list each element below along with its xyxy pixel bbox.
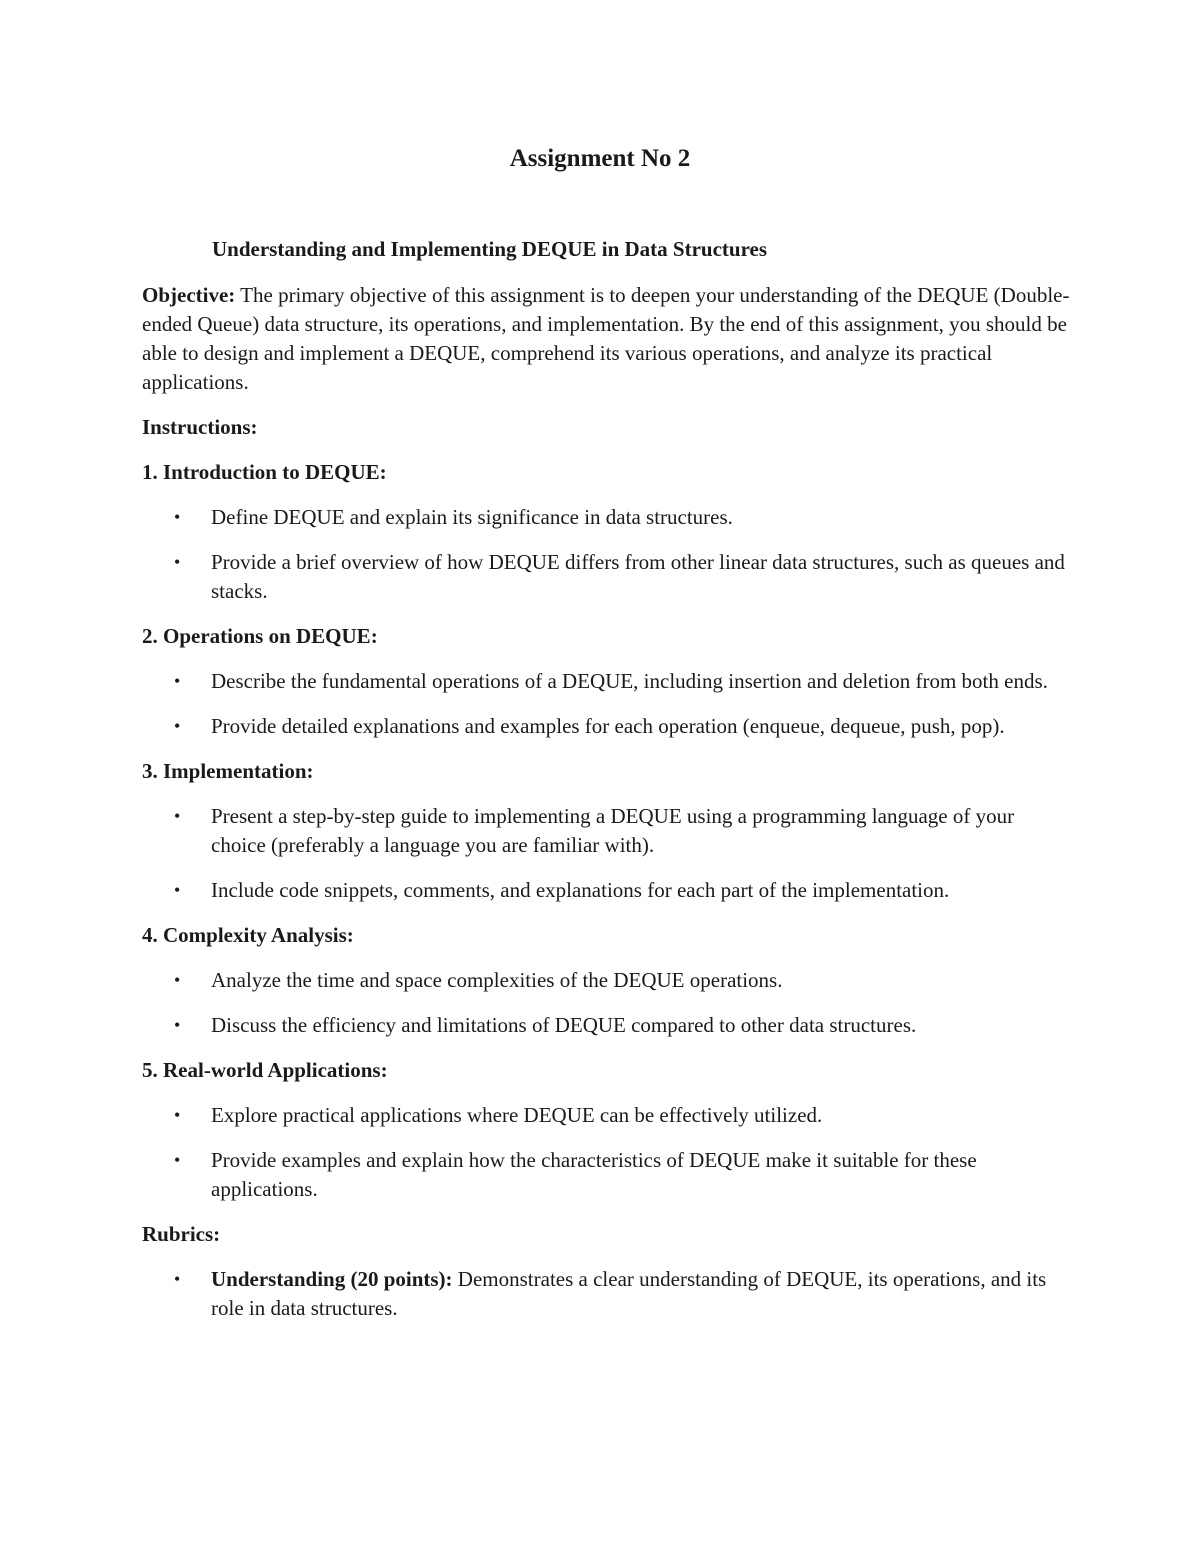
list-item (142, 802, 1072, 860)
list-item-text: Describe the fundamental operations of a DEQUE, including insertion and deletion from both ends. (211, 669, 1048, 693)
bullet-icon: • (174, 970, 181, 990)
section-heading-2: 2. Operations on DEQUE: (142, 624, 378, 648)
document-body (142, 281, 1072, 1339)
bullet-icon: • (174, 1269, 181, 1289)
section-heading-4: 4. Complexity Analysis: (142, 923, 354, 947)
bullet-icon: • (174, 552, 181, 572)
section-list-3 (142, 802, 1072, 905)
list-item-text: Present a step-by-step guide to implementing a DEQUE using a programming language of your choice (preferably a language you are familiar with). (211, 804, 1015, 857)
section-heading-3: 3. Implementation: (142, 759, 314, 783)
list-item (142, 1146, 1072, 1204)
bullet-icon: • (174, 1015, 181, 1035)
section-heading-5: 5. Real-world Applications: (142, 1058, 388, 1082)
list-item (142, 667, 1072, 696)
section-heading-1: 1. Introduction to DEQUE: (142, 460, 387, 484)
list-item-text: Provide detailed explanations and examples for each operation (enqueue, dequeue, push, pop). (211, 714, 1005, 738)
page-title: Assignment No 2 (509, 145, 691, 172)
bullet-icon: • (174, 671, 181, 691)
list-item (142, 712, 1072, 741)
page-subtitle: Understanding and Implementing DEQUE in Data Structures (212, 237, 768, 261)
rubric-item-text: Demonstrates a clear understanding of DEQUE, its operations, and its role in data structures. (211, 1267, 1047, 1320)
bullet-icon: • (174, 716, 181, 736)
rubric-item (142, 1265, 1072, 1323)
instructions-heading: Instructions: (142, 415, 258, 439)
rubrics-heading: Rubrics: (142, 1222, 221, 1246)
bullet-icon: • (174, 1150, 181, 1170)
bullet-icon: • (174, 507, 181, 527)
list-item (142, 1101, 1072, 1130)
bullet-icon: • (174, 1105, 181, 1125)
rubrics-list (142, 1265, 1072, 1323)
list-item-text: Define DEQUE and explain its significance in data structures. (211, 505, 733, 529)
section-list-5 (142, 1101, 1072, 1204)
section-list-1 (142, 503, 1072, 606)
section-list-2 (142, 667, 1072, 741)
list-item (142, 1011, 1072, 1040)
objective-text: The primary objective of this assignment is to deepen your understanding of the DEQUE (Double-ended Queue) data structure, its operations, and implementation. By the end of this assignment, you should be able to design and implement a DEQUE, comprehend its various operations, and analyze its practical applications. (142, 283, 1070, 394)
list-item-text: Explore practical applications where DEQUE can be effectively utilized. (211, 1103, 823, 1127)
list-item-text: Analyze the time and space complexities of the DEQUE operations. (211, 968, 783, 992)
list-item-text: Include code snippets, comments, and explanations for each part of the implementation. (211, 878, 950, 902)
rubric-item-label: Understanding (20 points): (211, 1267, 453, 1291)
list-item (142, 876, 1072, 905)
bullet-icon: • (174, 880, 181, 900)
list-item (142, 548, 1072, 606)
list-item (142, 966, 1072, 995)
objective-paragraph (142, 281, 1072, 397)
list-item-text: Discuss the efficiency and limitations of DEQUE compared to other data structures. (211, 1013, 917, 1037)
list-item (142, 503, 1072, 532)
list-item-text: Provide a brief overview of how DEQUE differs from other linear data structures, such as queues and stacks. (211, 550, 1065, 603)
objective-label: Objective: (142, 283, 236, 307)
list-item-text: Provide examples and explain how the characteristics of DEQUE make it suitable for these applications. (211, 1148, 977, 1201)
section-list-4 (142, 966, 1072, 1040)
bullet-icon: • (174, 806, 181, 826)
